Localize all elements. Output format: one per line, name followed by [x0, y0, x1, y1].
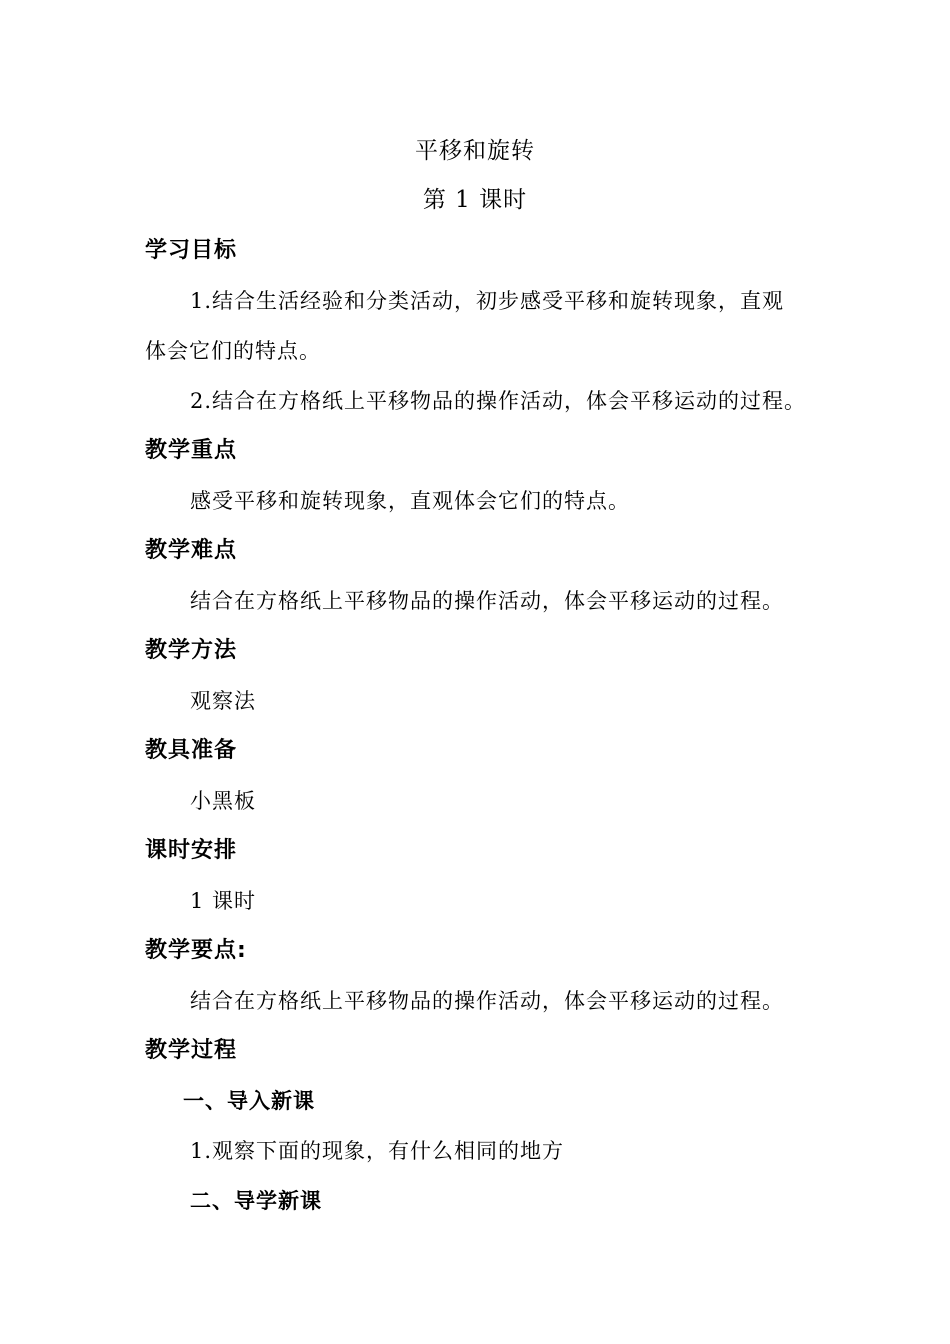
tools-text: 小黑板: [190, 789, 256, 813]
essentials-text: 结合在方格纸上平移物品的操作活动，体会平移运动的过程。: [190, 989, 784, 1013]
objective-item-1-line-2: 体会它们的特点。: [145, 339, 321, 363]
process-part-1-item-1: 1.观察下面的现象，有什么相同的地方: [190, 1139, 565, 1163]
methods-text: 观察法: [190, 689, 256, 713]
section-heading-schedule: 课时安排: [145, 838, 238, 863]
section-heading-tools: 教具准备: [145, 738, 238, 763]
section-heading-methods: 教学方法: [145, 638, 238, 663]
section-heading-process: 教学过程: [145, 1038, 238, 1063]
section-heading-essentials: 教学要点:: [145, 938, 247, 963]
difficulties-text: 结合在方格纸上平移物品的操作活动，体会平移运动的过程。: [190, 589, 784, 613]
process-part-1-heading: 一、导入新课: [183, 1089, 315, 1113]
objective-item-2: 2.结合在方格纸上平移物品的操作活动，体会平移运动的过程。: [190, 389, 807, 413]
section-heading-objectives: 学习目标: [145, 238, 238, 263]
process-part-2-heading: 二、导学新课: [190, 1189, 322, 1213]
schedule-text: 1 课时: [190, 889, 257, 913]
section-heading-difficulties: 教学难点: [145, 538, 238, 563]
document-subtitle: 第 1 课时: [422, 187, 528, 213]
objective-item-1-line-1: 1.结合生活经验和分类活动，初步感受平移和旋转现象，直观: [190, 289, 785, 313]
key-points-text: 感受平移和旋转现象，直观体会它们的特点。: [190, 489, 630, 513]
section-heading-key-points: 教学重点: [145, 438, 238, 463]
document-title: 平移和旋转: [415, 138, 535, 164]
